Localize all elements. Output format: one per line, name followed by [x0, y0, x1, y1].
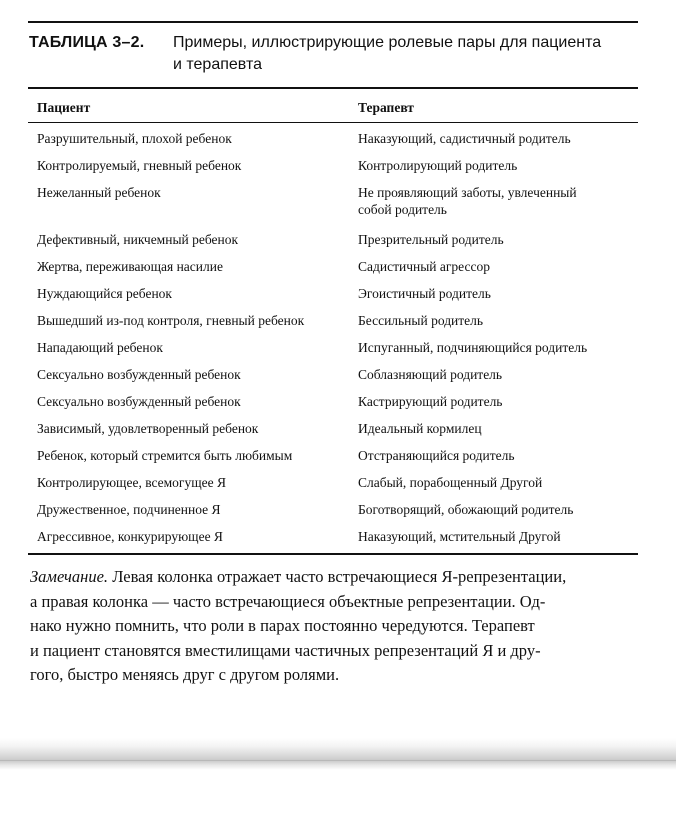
table-row: [37, 258, 637, 275]
table-title-line-2: и терапевта: [173, 56, 262, 73]
header-therapist: Терапевт: [358, 100, 414, 115]
cell-patient: Контролирующее, всемогущее Я: [37, 475, 226, 490]
header-patient: Пациент: [37, 100, 91, 115]
cell-therapist: Презрительный родитель: [358, 232, 504, 247]
table-row: [37, 474, 637, 491]
cell-patient: Дружественное, подчиненное Я: [37, 502, 221, 517]
table-label: ТАБЛИЦА 3–2.: [29, 34, 145, 51]
cell-therapist-line-1: Не проявляющий заботы, увлеченный: [358, 185, 577, 200]
cell-therapist-line-2: собой родитель: [358, 202, 447, 217]
cell-therapist: Идеальный кормилец: [358, 421, 482, 436]
page-edge-shadow: [0, 738, 676, 770]
cell-therapist: Наказующий, мстительный Другой: [358, 529, 561, 544]
cell-patient: Жертва, переживающая насилие: [37, 259, 223, 274]
table-note: [30, 565, 640, 688]
table-row: [37, 528, 637, 545]
table-row: [37, 285, 637, 302]
table-row: [37, 184, 637, 217]
table-row: [37, 447, 637, 464]
table-row: [37, 157, 637, 174]
role-pairs-table: [37, 95, 637, 117]
cell-patient: Дефективный, никчемный ребенок: [37, 232, 239, 247]
top-rule: [28, 21, 638, 23]
cell-therapist: Эгоистичный родитель: [358, 286, 491, 301]
cell-patient: Вышедший из-под контроля, гневный ребенок: [37, 313, 305, 328]
cell-patient: Разрушительный, плохой ребенок: [37, 131, 232, 146]
cell-therapist: Наказующий, садистичный родитель: [358, 131, 571, 146]
table-row: [37, 366, 637, 383]
note-line-4: и пациент становятся вместилищами частичных репрезентаций Я и дру-: [30, 640, 541, 660]
table-row: [37, 339, 637, 356]
cell-patient: Зависимый, удовлетворенный ребенок: [37, 421, 259, 436]
table-row: [37, 420, 637, 437]
cell-therapist: Слабый, порабощенный Другой: [358, 475, 543, 490]
cell-therapist: [358, 184, 633, 218]
cell-patient: Ребенок, который стремится быть любимым: [37, 448, 293, 463]
page-edge-line: [0, 760, 676, 761]
note-line-3: нако нужно помнить, что роли в парах постоянно чередуются. Терапевт: [30, 616, 535, 635]
table-row: [37, 501, 637, 518]
note-line-5: гого, быстро меняясь друг с другом ролями.: [30, 665, 340, 684]
note-line-1: [30, 565, 640, 590]
cell-patient: Агрессивное, конкурирующее Я: [37, 529, 223, 544]
note-label: Замечание.: [30, 567, 109, 586]
cell-therapist: Соблазняющий родитель: [358, 367, 503, 382]
table-row: [37, 231, 637, 248]
table-title-line-1: Примеры, иллюстрирующие ролевые пары для пациента: [173, 34, 602, 51]
cell-therapist: Садистичный агрессор: [358, 259, 490, 274]
table-row: [37, 130, 637, 147]
cell-patient: Нежеланный ребенок: [37, 185, 161, 200]
cell-therapist: Бессильный родитель: [358, 313, 484, 328]
cell-therapist: Контролирующий родитель: [358, 158, 518, 173]
note-line-2: а правая колонка — часто встречающиеся объектные репрезентации. Од-: [30, 591, 546, 611]
note-line-1-text: Левая колонка отражает часто встречающиеся Я-репрезентации,: [108, 567, 567, 586]
cell-patient: Нуждающийся ребенок: [37, 286, 172, 301]
table-bottom-rule: [28, 553, 638, 555]
cell-patient: Нападающий ребенок: [37, 340, 163, 355]
table-header-rule: [28, 122, 638, 123]
table-title: [173, 32, 639, 76]
cell-therapist: Боготворящий, обожающий родитель: [358, 502, 574, 517]
cell-therapist: Отстраняющийся родитель: [358, 448, 515, 463]
cell-patient: Контролируемый, гневный ребенок: [37, 158, 242, 173]
cell-patient: Сексуально возбужденный ребенок: [37, 394, 241, 409]
table-header-row: [37, 99, 637, 121]
table-row: [37, 393, 637, 410]
cell-therapist: Кастрирующий родитель: [358, 394, 503, 409]
table-row: [37, 312, 637, 329]
cell-therapist: Испуганный, подчиняющийся родитель: [358, 340, 588, 355]
cell-patient: Сексуально возбужденный ребенок: [37, 367, 241, 382]
table-top-rule: [28, 87, 638, 89]
